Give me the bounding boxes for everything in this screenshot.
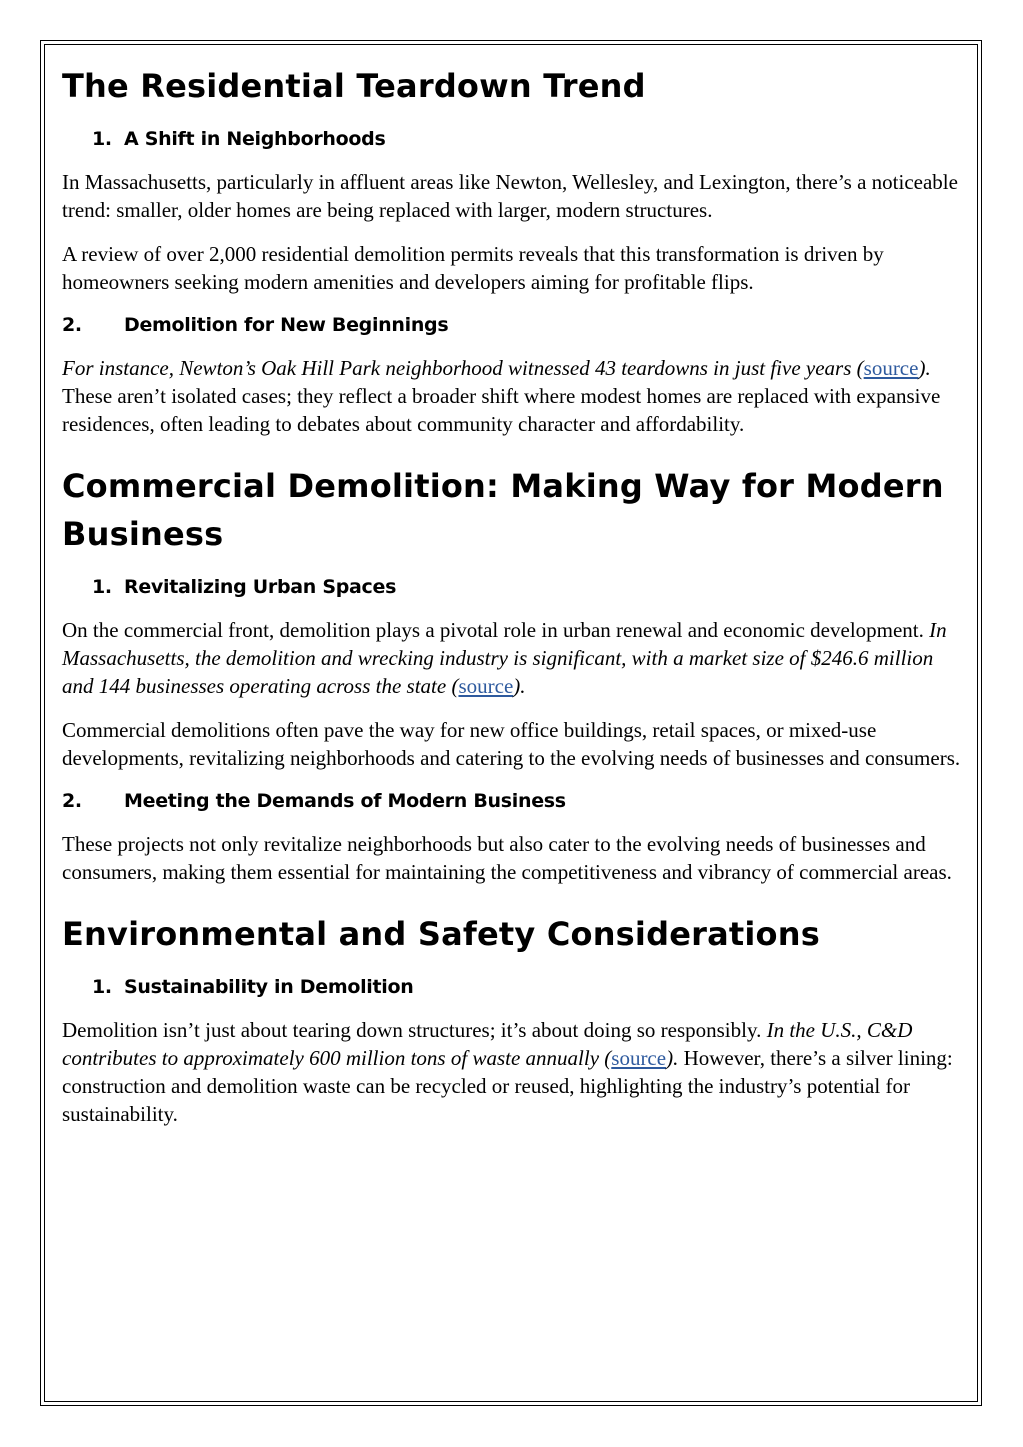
subheading-text: Demolition for New Beginnings — [124, 314, 449, 336]
italic-text: In Massachusetts, the demolition and wrecking industry is significant, with a market size of $246.6 million and 144 businesses operating across the state ( — [62, 618, 947, 698]
subheading-number: 1. — [92, 976, 112, 998]
subheading-text: A Shift in Neighborhoods — [124, 128, 386, 150]
subheading-number: 2. — [62, 790, 82, 812]
paragraph: These projects not only revitalize neighborhoods but also cater to the evolving needs of businesses and consumers, making them essential for maintaining the competitiveness and vibrancy of commercial areas. — [62, 832, 952, 884]
subheading-shift-in-neighborhoods — [62, 126, 962, 152]
subheading-demolition-new-beginnings — [62, 312, 962, 338]
paragraph: Commercial demolitions often pave the way for new office buildings, retail spaces, or mixed-use developments, revitalizing neighborhoods and catering to the evolving needs of businesses and consumers. — [62, 718, 961, 770]
section-heading-commercial: Commercial Demolition: Making Way for Modern Business — [62, 467, 944, 553]
italic-text: ). — [666, 1046, 679, 1070]
subheading-text: Sustainability in Demolition — [124, 976, 414, 998]
paragraph-text: These aren’t isolated cases; they reflect a broader shift where modest homes are replaced with expansive residences, often leading to debates about community character and affordability. — [62, 384, 941, 436]
source-link[interactable]: source — [611, 1046, 667, 1070]
paragraph: A review of over 2,000 residential demolition permits reveals that this transformation is driven by homeowners seeking modern amenities and developers aiming for profitable flips. — [62, 242, 884, 294]
source-link[interactable]: source — [458, 674, 514, 698]
subheading-meeting-demands — [62, 788, 962, 814]
paragraph — [62, 1016, 962, 1128]
subheading-number: 1. — [92, 576, 112, 598]
section-heading-environmental: Environmental and Safety Considerations — [62, 915, 820, 953]
subheading-text: Revitalizing Urban Spaces — [124, 576, 397, 598]
paragraph — [62, 354, 962, 438]
italic-text: For instance, Newton’s Oak Hill Park neighborhood witnessed 43 teardowns in just five years ( — [62, 356, 864, 380]
subheading-number: 2. — [62, 314, 82, 336]
subheading-text: Meeting the Demands of Modern Business — [124, 790, 566, 812]
paragraph-text: On the commercial front, demolition plays a pivotal role in urban renewal and economic development. — [62, 618, 930, 642]
subheading-sustainability — [62, 974, 962, 1000]
italic-text: In the U.S., C&D contributes to approximately 600 million tons of waste annually ( — [62, 1018, 913, 1070]
document-content — [62, 62, 962, 1144]
paragraph: In Massachusetts, particularly in affluent areas like Newton, Wellesley, and Lexington, there’s a noticeable trend: smaller, older homes are being replaced with larger, modern structures. — [62, 170, 958, 222]
italic-text: ). — [513, 674, 526, 698]
section-heading-residential: The Residential Teardown Trend — [62, 67, 646, 105]
subheading-revitalizing-urban-spaces — [62, 574, 962, 600]
source-link[interactable]: source — [863, 356, 919, 380]
paragraph — [62, 616, 962, 700]
italic-text: ). — [918, 356, 931, 380]
paragraph-text: Demolition isn’t just about tearing down structures; it’s about doing so responsibly. — [62, 1018, 767, 1042]
subheading-number: 1. — [92, 128, 112, 150]
paragraph-text: However, there’s a silver lining: construction and demolition waste can be recycled or reused, highlighting the industry’s potential for sustainability. — [62, 1046, 953, 1126]
